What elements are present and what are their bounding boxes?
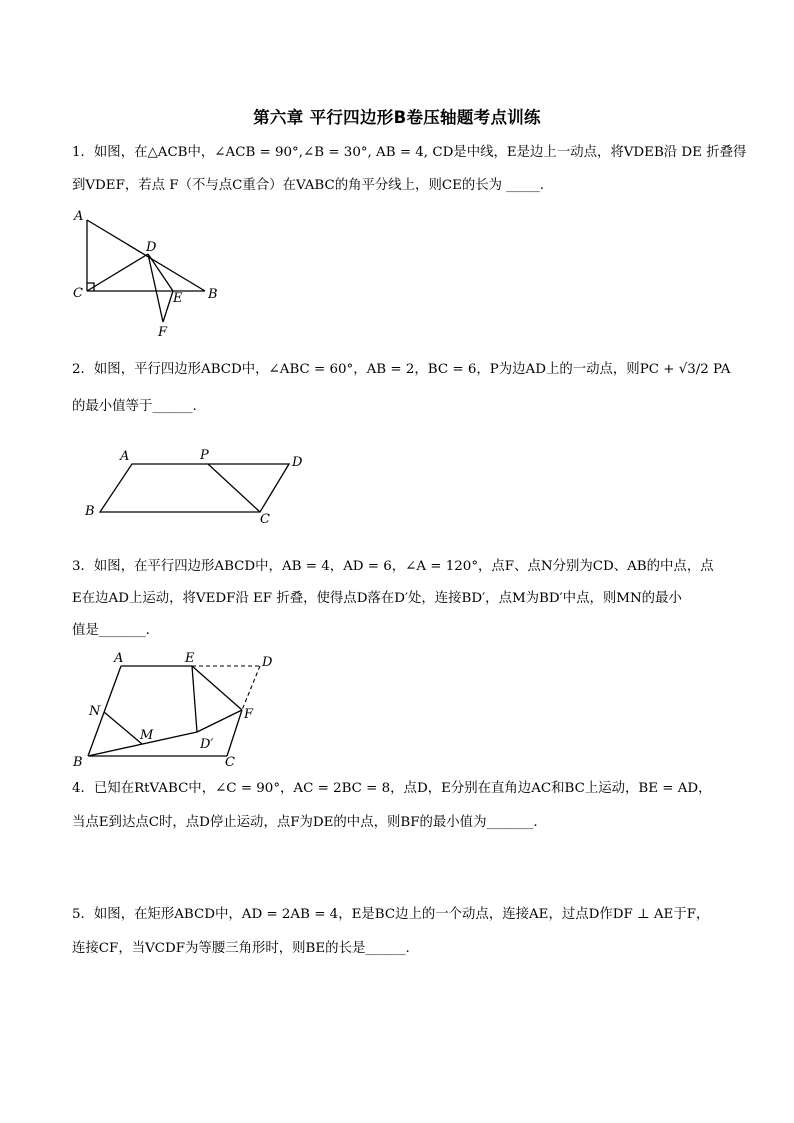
problem-2-line-2: 的最小值等于______. [72,399,197,414]
fig2-label: P [200,448,209,463]
problem-1-line-1: 1．如图，在△ACB中，∠ACB = 90°,∠B = 30°, AB = 4, CD是中线，E是边上一动点，将VDEB沿 DE 折叠得 [72,145,747,160]
problem-4-line-1: 4．已知在RtVABC中，∠C = 90°，AC = 2BC = 8，点D，E分别在直角边AC和BC上运动，BE = AD， [72,781,712,796]
page-title: 第六章 平行四边形B卷压轴题考点训练 [253,108,541,127]
fig1-label: C [73,286,83,301]
fig2-label: A [120,449,130,464]
fig3-label: C [225,755,235,770]
problem-2-line-1: 2．如图，平行四边形ABCD中，∠ABC = 60°，AB = 2，BC = 6，P为边AD上的一动点，则PC + √3/2 PA [72,362,731,377]
fig1-label: B [208,287,218,302]
fig3-label: E [185,651,195,666]
problem-5-line-2: 连接CF，当VCDF为等腰三角形时，则BE的长是______. [72,941,410,956]
fig3-label: B [73,755,83,770]
fig3-label: F [244,707,254,722]
fig3-label: D [262,655,273,670]
fig2-label: B [85,504,95,519]
problem-3-line-2: E在边AD上运动，将VEDF沿 EF 折叠，使得点D落在D′处，连接BD′，点M为BD′中点，则MN的最小 [72,591,682,606]
problem-1-figure [70,205,230,345]
problem-2-figure [82,445,312,527]
fig1-label: A [74,209,84,224]
fig3-label: M [140,728,154,743]
problem-3-line-1: 3．如图，在平行四边形ABCD中，AB = 4，AD = 6，∠A = 120°，点F、点N分别为CD、AB的中点，点 [72,559,714,574]
fig3-label: D′ [200,737,214,752]
fig2-label: C [260,512,270,527]
fig1-label: E [173,291,183,306]
fig1-label: F [158,325,168,340]
fig3-label: A [114,651,124,666]
fig3-label: N [89,704,101,719]
problem-3-line-3: 值是_______. [72,623,150,638]
problem-3-figure [70,648,290,768]
problem-1-line-2: 到VDEF，若点 F（不与点C重合）在VABC的角平分线上，则CE的长为 _____. [72,178,545,193]
problem-5-line-1: 5．如图，在矩形ABCD中，AD = 2AB = 4，E是BC边上的一个动点，连接AE，过点D作DF ⊥ AE于F， [72,907,710,922]
fig1-label: D [146,240,157,255]
problem-4-line-2: 当点E到达点C时，点D停止运动，点F为DE的中点，则BF的最小值为_______. [72,815,538,830]
fig2-label: D [292,455,303,470]
